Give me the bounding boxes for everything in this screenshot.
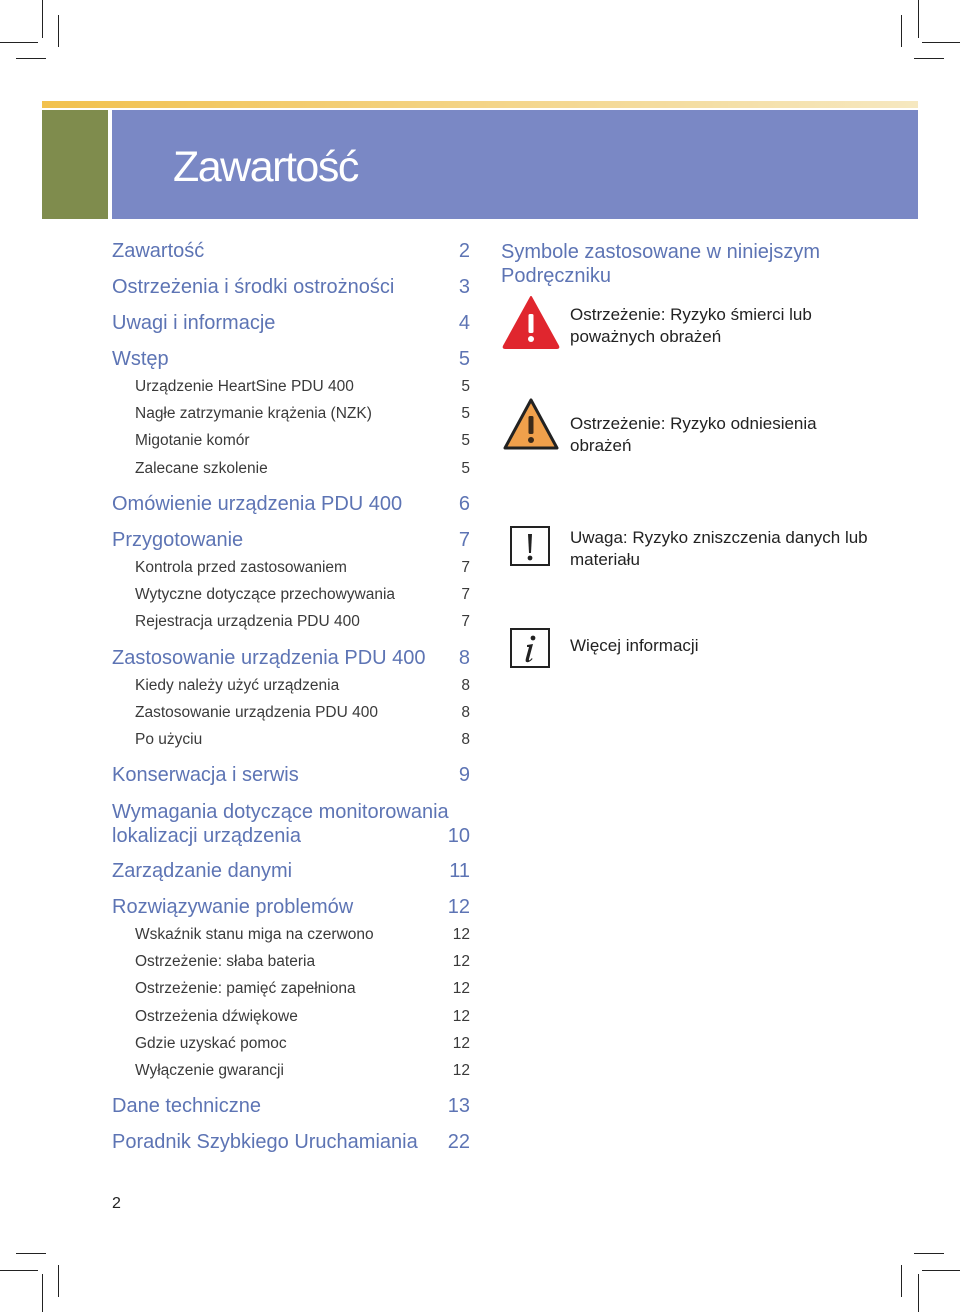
toc-entry-omowienie[interactable] [112, 493, 470, 516]
toc-entry-zastosowanie[interactable] [112, 647, 470, 670]
toc-entry-page: 8 [461, 677, 470, 694]
toc-entry-page: 12 [452, 980, 470, 997]
crop-mark [16, 58, 46, 59]
toc-subentry-urzadzenie-heartsine[interactable] [135, 378, 470, 396]
toc-entry-label-line2: lokalizacji urządzenia [112, 825, 301, 847]
toc-subentry-pamiec[interactable] [135, 980, 470, 998]
toc-subentry-slaba-bateria[interactable] [135, 953, 470, 971]
toc-entry-label: Nagłe zatrzymanie krążenia (NZK) [135, 405, 372, 422]
toc-entry-zawartosc[interactable] [112, 240, 470, 263]
crop-mark [914, 1253, 944, 1254]
toc-entry-ostrzezenia[interactable] [112, 276, 470, 299]
toc-entry-page: 12 [452, 1035, 470, 1052]
toc-entry-label: Kiedy należy użyć urządzenia [135, 677, 340, 694]
info-box-icon [510, 628, 550, 668]
toc-entry-label: Ostrzeżenia i środki ostrożności [112, 276, 395, 298]
toc-subentry-kiedy[interactable] [135, 677, 470, 695]
toc-entry-page: 10 [447, 825, 470, 847]
toc-entry-page: 11 [449, 860, 470, 882]
crop-mark [58, 15, 59, 47]
toc-entry-konserwacja[interactable] [112, 764, 470, 787]
toc-entry-wymagania[interactable] [112, 800, 470, 848]
toc-entry-page: 3 [458, 276, 470, 298]
toc-entry-page: 2 [458, 240, 470, 262]
toc-entry-page: 7 [461, 586, 470, 603]
toc-subentry-nagle[interactable] [135, 405, 470, 423]
toc-entry-page: 13 [447, 1095, 470, 1117]
crop-mark [914, 58, 944, 59]
symbols-heading: Symbole zastosowane w niniejszym Podręczniku [501, 241, 821, 287]
toc-entry-label: Przygotowanie [112, 529, 244, 551]
toc-entry-label: Ostrzeżenie: pamięć zapełniona [135, 980, 356, 997]
crop-mark [42, 0, 43, 38]
toc-subentry-po-uzyciu[interactable] [135, 731, 470, 749]
toc-entry-zarzadzanie[interactable] [112, 860, 470, 883]
toc-entry-label: Zastosowanie urządzenia PDU 400 [112, 647, 426, 669]
toc-entry-label: Poradnik Szybkiego Uruchamiania [112, 1131, 418, 1153]
toc-entry-dane[interactable] [112, 1095, 470, 1118]
toc-entry-label: Ostrzeżenia dźwiękowe [135, 1008, 298, 1025]
toc-entry-page: 7 [461, 559, 470, 576]
toc-entry-page: 9 [458, 764, 470, 786]
toc-entry-page: 5 [461, 405, 470, 422]
crop-mark [918, 0, 919, 38]
toc-entry-przygotowanie[interactable] [112, 529, 470, 552]
toc-entry-page: 4 [458, 312, 470, 334]
toc-entry-page: 12 [452, 953, 470, 970]
toc-entry-label: Zastosowanie urządzenia PDU 400 [135, 704, 378, 721]
toc-subentry-gwarancja[interactable] [135, 1062, 470, 1080]
toc-entry-label: Konserwacja i serwis [112, 764, 299, 786]
crop-mark [16, 1253, 46, 1254]
toc-entry-label: Omówienie urządzenia PDU 400 [112, 493, 403, 515]
toc-entry-label: Wskaźnik stanu miga na czerwono [135, 926, 374, 943]
toc-entry-label: Po użyciu [135, 731, 203, 748]
toc-entry-page: 12 [447, 896, 470, 918]
toc-entry-rozwiazywanie[interactable] [112, 896, 470, 919]
toc-entry-label: Rejestracja urządzenia PDU 400 [135, 613, 360, 630]
toc-entry-page: 22 [447, 1131, 470, 1153]
toc-subentry-rejestracja[interactable] [135, 613, 470, 631]
page-title: Zawartość [173, 143, 358, 191]
toc-entry-label: Migotanie komór [135, 432, 250, 449]
toc-subentry-szkolenie[interactable] [135, 460, 470, 478]
toc-entry-wstep[interactable] [112, 348, 470, 371]
toc-subentry-migotanie[interactable] [135, 432, 470, 450]
exclamation-box-icon [510, 526, 550, 566]
crop-mark [58, 1265, 59, 1297]
toc-entry-label: Kontrola przed zastosowaniem [135, 559, 347, 576]
toc-entry-label: Rozwiązywanie problemów [112, 896, 354, 918]
toc-entry-page: 5 [461, 460, 470, 477]
crop-mark [922, 1270, 960, 1271]
crop-mark [918, 1274, 919, 1312]
toc-entry-label: Gdzie uzyskać pomoc [135, 1035, 287, 1052]
symbol-text-info: Więcej informacji [570, 636, 699, 655]
toc-entry-label: Urządzenie HeartSine PDU 400 [135, 378, 354, 395]
toc-entry-label: Wstęp [112, 348, 169, 370]
symbol-text-danger: Ostrzeżenie: Ryzyko śmierci lub poważnych obrażeń [570, 305, 812, 346]
toc-entry-label-line1: Wymagania dotyczące monitorowania [112, 801, 449, 823]
toc-entry-page: 5 [461, 378, 470, 395]
toc-entry-page: 8 [461, 704, 470, 721]
toc-entry-page: 8 [461, 731, 470, 748]
red-warning-triangle-icon [502, 294, 560, 350]
toc-entry-label: Zalecane szkolenie [135, 460, 268, 477]
crop-mark [42, 1274, 43, 1312]
toc-entry-label: Zarządzanie danymi [112, 860, 293, 882]
crop-mark [901, 15, 902, 47]
toc-entry-poradnik[interactable] [112, 1131, 470, 1154]
toc-subentry-kontrola[interactable] [135, 559, 470, 577]
toc-entry-label: Wyłączenie gwarancji [135, 1062, 284, 1079]
toc-entry-page: 5 [458, 348, 470, 370]
toc-entry-label: Ostrzeżenie: słaba bateria [135, 953, 316, 970]
header-accent-block [42, 110, 108, 219]
toc-subentry-zastosowanie[interactable] [135, 704, 470, 722]
page-number: 2 [112, 1195, 121, 1212]
toc-entry-page: 8 [458, 647, 470, 669]
toc-subentry-pomoc[interactable] [135, 1035, 470, 1053]
toc-entry-label: Dane techniczne [112, 1095, 261, 1117]
crop-mark [922, 42, 960, 43]
toc-entry-uwagi[interactable] [112, 312, 470, 335]
crop-mark [0, 1270, 38, 1271]
symbol-text-notice: Uwaga: Ryzyko zniszczenia danych lub materiału [570, 528, 868, 569]
toc-subentry-wskaznik[interactable] [135, 926, 470, 944]
toc-subentry-dzwiekowe[interactable] [135, 1008, 470, 1026]
header-stripe [42, 101, 918, 108]
toc-entry-page: 12 [452, 1008, 470, 1025]
symbol-text-caution: Ostrzeżenie: Ryzyko odniesienia obrażeń [570, 414, 817, 455]
toc-entry-page: 7 [458, 529, 470, 551]
toc-entry-page: 7 [461, 613, 470, 630]
toc-entry-page: 12 [452, 926, 470, 943]
toc-entry-page: 6 [458, 493, 470, 515]
crop-mark [901, 1265, 902, 1297]
toc-subentry-wytyczne[interactable] [135, 586, 470, 604]
crop-mark [0, 42, 38, 43]
orange-caution-triangle-icon [502, 396, 560, 452]
toc-entry-label: Zawartość [112, 240, 205, 262]
toc-entry-label: Wytyczne dotyczące przechowywania [135, 586, 396, 603]
toc-entry-label: Uwagi i informacje [112, 312, 276, 334]
toc-entry-page: 12 [452, 1062, 470, 1079]
toc-entry-page: 5 [461, 432, 470, 449]
